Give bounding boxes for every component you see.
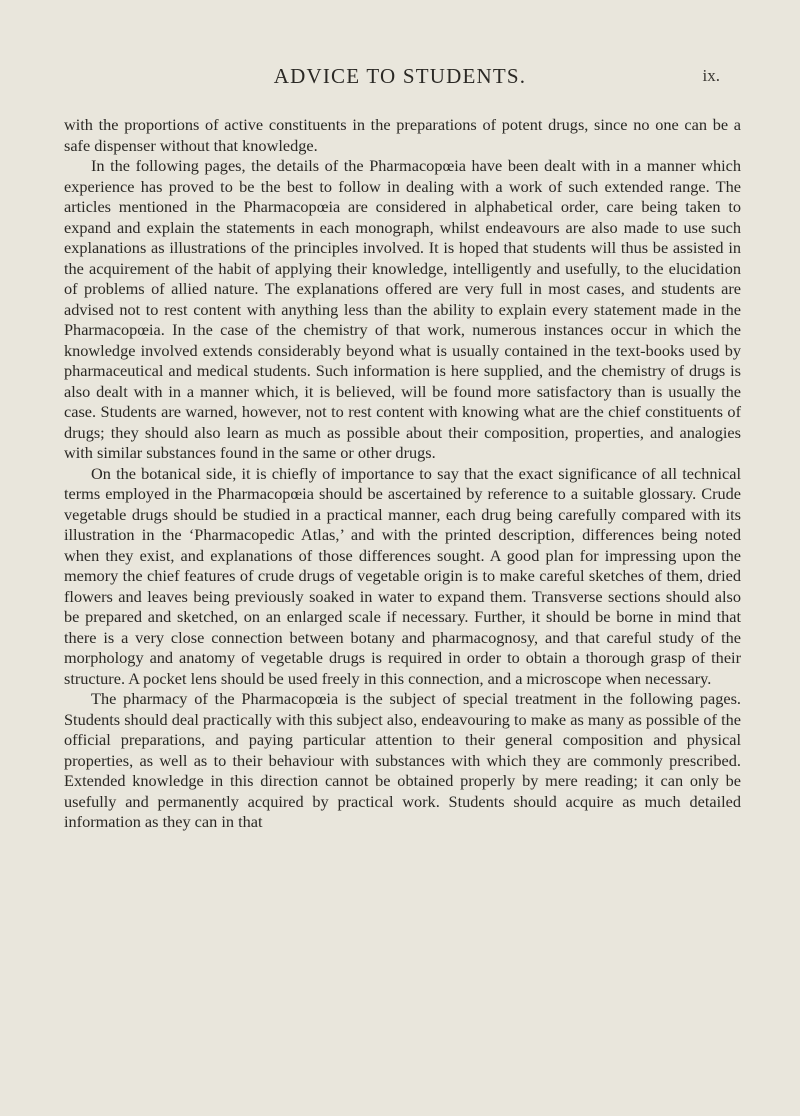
body-text: [64, 115, 741, 833]
running-title: ADVICE TO STUDENTS.: [273, 64, 527, 88]
paragraph-continuation: with the proportions of active constituents in the preparations of potent drugs, since no one can be a safe dispenser without that knowledge.: [64, 115, 741, 155]
running-head: [0, 58, 800, 88]
paragraph-pharmacy: The pharmacy of the Pharmacopœia is the subject of special treatment in the following pages. Students should deal practically with this subject also, endeavouring to make as many as possible of the official preparations, and paying particular attention to their general composition and physical properties, as well as to their behaviour with substances with which they are commonly prescribed. Extended knowledge in this direction cannot be obtained properly by mere reading; it can only be usefully and permanently acquired by practical work. Students should acquire as much detailed information as they can in that: [64, 689, 741, 831]
paragraph-pharmacopoeia-details: In the following pages, the details of the Pharmacopœia have been dealt with in a manner which experience has proved to be the best to follow in dealing with a work of such extended range. The articles mentioned in the Pharmacopœia are considered in alphabetical order, care being taken to expand and explain the statements in each monograph, whilst endeavours are also made to use such explanations as illustrations of the principles involved. It is hoped that students will thus be assisted in the acquirement of the habit of applying their knowledge, intelligently and usefully, to the elucidation of problems of allied nature. The explanations offered are very full in most cases, and students are advised not to rest content with anything less than the ability to explain every statement made in the Pharmacopœia. In the case of the chemistry of that work, numerous instances occur in which the knowledge involved extends considerably beyond what is usually contained in the text-books used by pharmaceutical and medical students. Such information is here supplied, and the chemistry of drugs is also dealt with in a manner which, it is believed, will be found more satisfactory than is usually the case. Students are warned, however, not to rest content with knowing what are the chief constituents of drugs; they should also learn as much as possible about their composition, properties, and analogies with similar substances found in the same or other drugs.: [64, 156, 741, 462]
paragraph-botanical-side: On the botanical side, it is chiefly of importance to say that the exact significance of all technical terms employed in the Pharmacopœia should be ascertained by reference to a suitable glossary. Crude vegetable drugs should be studied in a practical manner, each drug being carefully compared with its illustration in the ‘Pharmacopedic Atlas,’ and with the printed description, differences being noted when they exist, and explanations of those differences sought. A good plan for impressing upon the memory the chief features of crude drugs of vegetable origin is to make careful sketches of them, dried flowers and leaves being previously soaked in water to expand them. Transverse sections should also be prepared and sketched, on an enlarged scale if necessary. Further, it should be borne in mind that there is a very close connection between botany and pharmacognosy, and that careful study of the morphology and anatomy of vegetable drugs is required in order to obtain a thorough grasp of their structure. A pocket lens should be used freely in this connection, and a microscope when necessary.: [64, 463, 741, 688]
page-number: ix.: [702, 66, 720, 85]
